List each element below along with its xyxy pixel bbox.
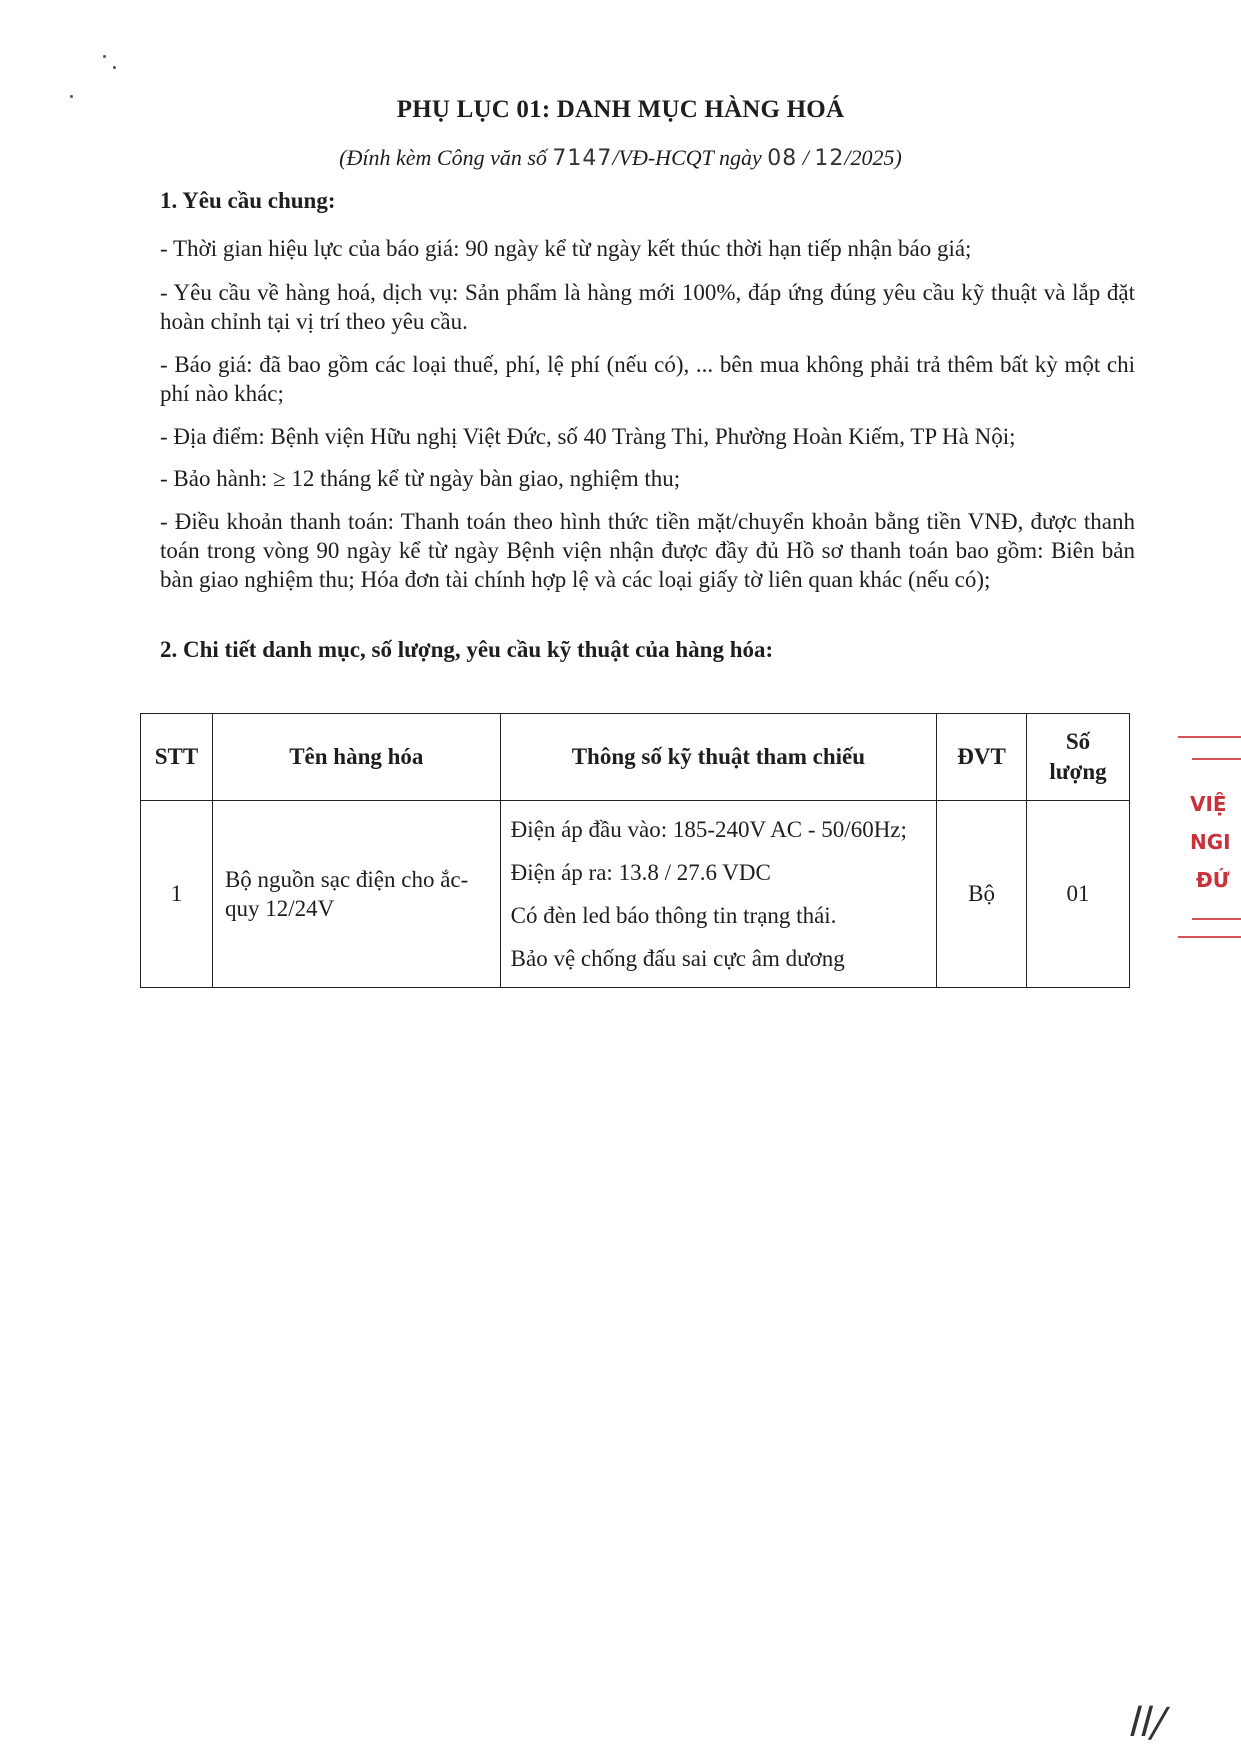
red-stamp-partial: [1176, 730, 1241, 945]
document-subtitle: [0, 145, 1241, 171]
section2-heading: 2. Chi tiết danh mục, số lượng, yêu cầu kỹ thuật của hàng hóa:: [160, 637, 774, 662]
scan-speck: [103, 55, 106, 58]
header-stt: STT: [141, 714, 213, 801]
stamp-text: ĐỨ: [1196, 868, 1230, 892]
requirement-goods: - Yêu cầu về hàng hoá, dịch vụ: Sản phẩm là hàng mới 100%, đáp ứng đúng yêu cầu kỹ thuật và lắp đặt hoàn chỉnh tại vị trí theo yêu cầu.: [160, 280, 1135, 334]
handwritten-day: 08: [767, 146, 798, 171]
header-qty-line2: lượng: [1049, 759, 1107, 784]
requirement-validity: - Thời gian hiệu lực của báo giá: 90 ngày kể từ ngày kết thúc thời hạn tiếp nhận báo giá;: [160, 236, 972, 261]
handwritten-initial-mark: ll/: [1123, 1700, 1172, 1746]
header-name: Tên hàng hóa: [212, 714, 500, 801]
subtitle-middle: /VĐ-HCQT ngày: [612, 145, 768, 170]
table-row: [141, 801, 1130, 988]
subtitle-sep: /: [797, 145, 815, 170]
stamp-arc-bottom: [1178, 936, 1241, 938]
header-unit: ĐVT: [937, 714, 1027, 801]
subtitle-suffix: /2025): [844, 145, 902, 170]
subtitle-prefix: (Đính kèm Công văn số: [339, 145, 553, 170]
requirement-warranty: - Bảo hành: ≥ 12 tháng kể từ ngày bàn giao, nghiệm thu;: [160, 466, 681, 491]
header-qty: [1027, 714, 1130, 801]
scan-speck: [113, 66, 116, 69]
cell-name: Bộ nguồn sạc điện cho ắc-quy 12/24V: [212, 801, 500, 988]
handwritten-doc-number: 7147: [552, 146, 613, 171]
requirement-location: - Địa điểm: Bệnh viện Hữu nghị Việt Đức, số 40 Tràng Thi, Phường Hoàn Kiếm, TP Hà Nội;: [160, 424, 1016, 449]
header-qty-line1: Số: [1065, 729, 1091, 754]
cell-qty: 01: [1027, 801, 1130, 988]
spec-line: Bảo vệ chống đấu sai cực âm dương: [510, 946, 845, 971]
spec-line: Có đèn led báo thông tin trạng thái.: [510, 903, 837, 928]
cell-stt: 1: [141, 801, 213, 988]
stamp-text: VIỆ: [1190, 792, 1227, 816]
stamp-arc-top-inner: [1192, 758, 1241, 760]
handwritten-month: 12: [814, 146, 845, 171]
requirement-price: - Báo giá: đã bao gồm các loại thuế, phí, lệ phí (nếu có), ... bên mua không phải trả thêm bất kỳ một chi phí nào khác;: [160, 352, 1135, 406]
cell-spec: [500, 801, 936, 988]
stamp-text: NGI: [1190, 830, 1231, 854]
section1-heading: 1. Yêu cầu chung:: [160, 188, 336, 213]
goods-table: [140, 713, 1130, 988]
stamp-arc-bottom-inner: [1192, 918, 1241, 920]
spec-line: Điện áp ra: 13.8 / 27.6 VDC: [510, 860, 771, 885]
spec-line: Điện áp đầu vào: 185-240V AC - 50/60Hz;: [510, 817, 907, 842]
table-header-row: [141, 714, 1130, 801]
cell-unit: Bộ: [937, 801, 1027, 988]
header-spec: Thông số kỹ thuật tham chiếu: [500, 714, 936, 801]
stamp-arc-top: [1178, 736, 1241, 738]
requirement-payment: - Điều khoản thanh toán: Thanh toán theo hình thức tiền mặt/chuyển khoản bằng tiền VNĐ, được thanh toán trong vòng 90 ngày kể từ ngày Bệnh viện nhận được đầy đủ Hồ sơ thanh toán bao gồm: Biên bản bàn giao nghiệm thu; Hóa đơn tài chính hợp lệ và các loại giấy tờ liên quan khác (nếu có);: [160, 509, 1135, 592]
document-title: PHỤ LỤC 01: DANH MỤC HÀNG HOÁ: [396, 96, 845, 123]
